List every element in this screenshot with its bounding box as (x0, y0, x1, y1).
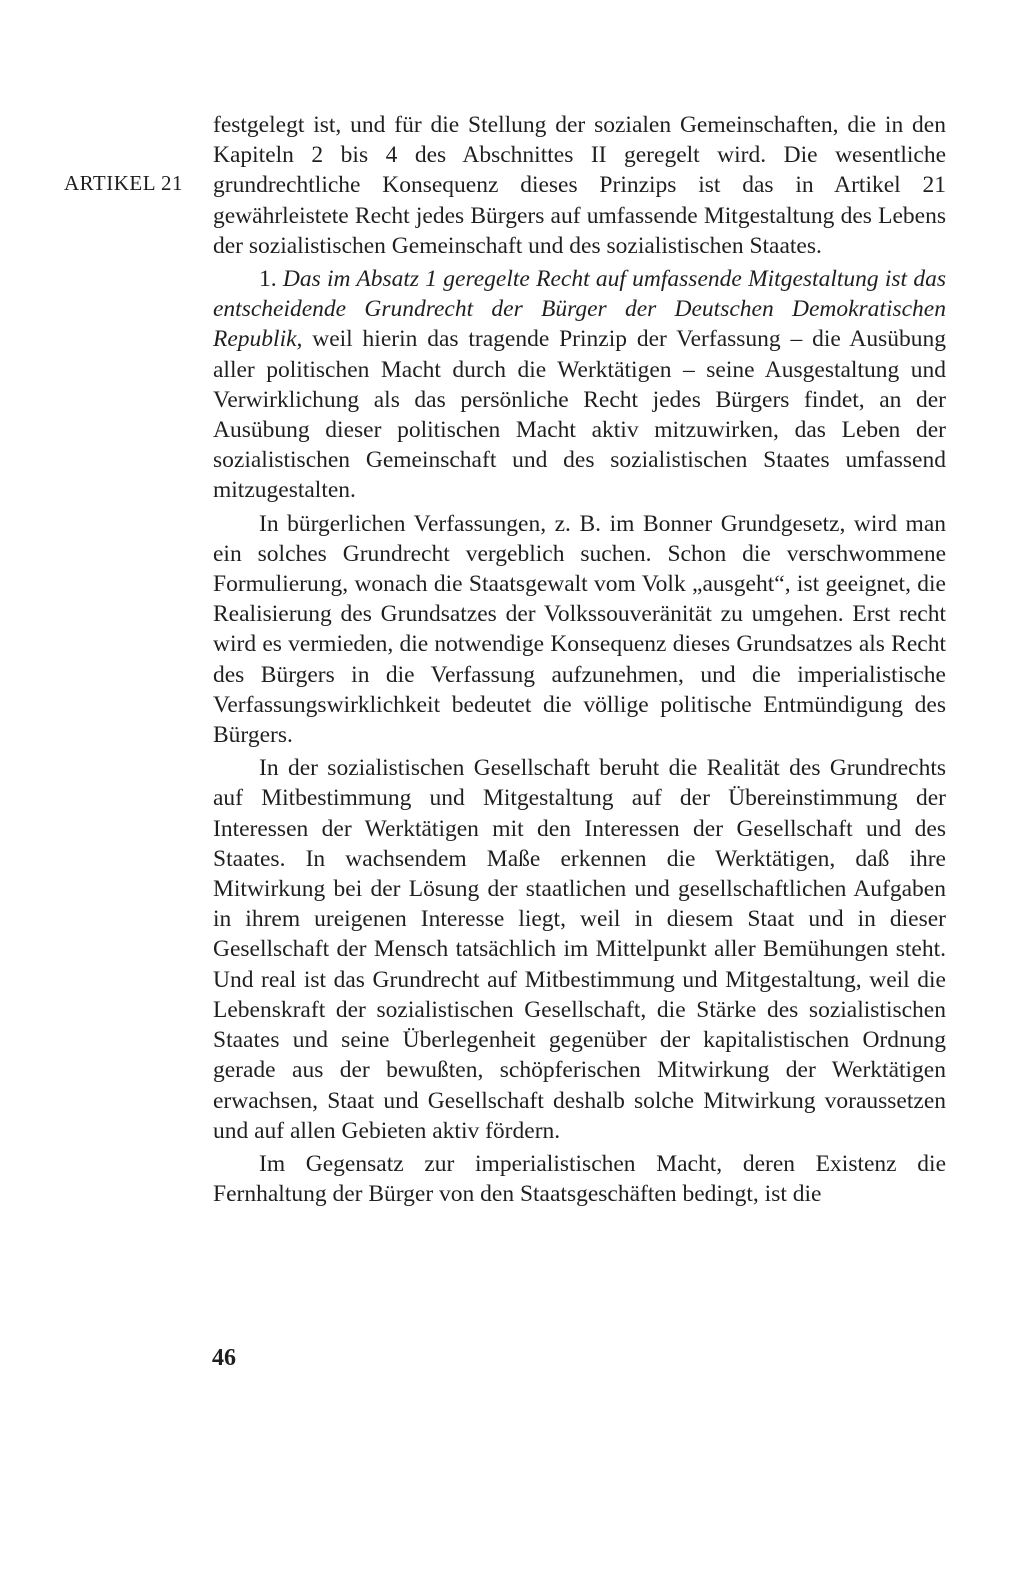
paragraph-2-rest: weil hierin das tragende Prinzip der Verfassung – die Ausübung aller politischen Macht durch die Werktätigen – seine Ausgestaltung und Verwirklichung als das persönliche Recht jedes Bürgers findet, an der Ausübung dieser politischen Macht aktiv mitzuwirken, das Leben der sozialistischen Gemeinschaft und des sozialistischen Staates umfassend mitzugestalten. (213, 326, 946, 504)
margin-note-article: ARTIKEL 21 (64, 171, 184, 195)
paragraph-2-number: 1. (259, 266, 283, 293)
page-number: 46 (212, 1345, 236, 1371)
paragraph-4: In der sozialistischen Gesellschaft beruht die Realität des Grundrechts auf Mitbestimmung und Mitgestaltung auf der Übereinstimmung der Interessen der Werktätigen mit den Interessen der Gesellschaft und des Staates. In wachsendem Maße erkennen die Werktätigen, daß ihre Mitwirkung bei der Lösung der staatlichen und gesellschaftlichen Aufgaben in ihrem ureigenen Interesse liegt, weil in diesem Staat und in dieser Gesellschaft der Mensch tatsächlich im Mittelpunkt aller Bemühungen steht. Und real ist das Grundrecht auf Mitbestimmung und Mitgestaltung, weil die Lebenskraft der sozialistischen Gesellschaft, die Stärke des sozialistischen Staates und seine Überlegenheit gegenüber der kapitalistischen Ordnung gerade aus der bewußten, schöpferischen Mitwirkung der Werktätigen erwachsen, Staat und Gesellschaft deshalb solche Mitwirkung voraussetzen und auf allen Gebieten aktiv fördern. (213, 755, 946, 1144)
paragraph-2 (213, 264, 946, 506)
paragraph-3: In bürgerlichen Verfassungen, z. B. im Bonner Grundgesetz, wird man ein solches Grundrecht vergeblich suchen. Schon die verschwommene Formulierung, wonach die Staatsgewalt vom Volk „ausgeht“, ist geeignet, die Realisierung des Grundsatzes der Volkssouveränität zu umgehen. Erst recht wird es vermieden, die notwendige Konsequenz dieses Grundsatzes als Recht des Bürgers in die Verfassung aufzunehmen, und die imperialistische Verfassungswirklichkeit bedeutet die völlige politische Entmündigung des Bürgers. (213, 510, 946, 749)
paragraph-5: Im Gegensatz zur imperialistischen Macht, deren Existenz die Fernhaltung der Bürger von den Staatsgeschäften bedingt, ist die (213, 1150, 946, 1208)
paragraph-1: festgelegt ist, und für die Stellung der sozialen Gemeinschaften, die in den Kapiteln 2 bis 4 des Abschnittes II geregelt wird. Die wesentliche grundrechtliche Konsequenz dieses Prinzips ist das in Artikel 21 gewährleistete Recht jedes Bürgers auf umfassende Mitgestaltung des Lebens der sozialistischen Gemeinschaft und des sozialistischen Staates. (213, 112, 946, 259)
body-text (213, 110, 946, 1209)
paragraph-2-emphasis: Das im Absatz 1 geregelte Recht auf umfassende Mitgestaltung ist das entscheidende Grundrecht der Bürger der Deutschen Demokratischen Republik, (213, 266, 946, 353)
